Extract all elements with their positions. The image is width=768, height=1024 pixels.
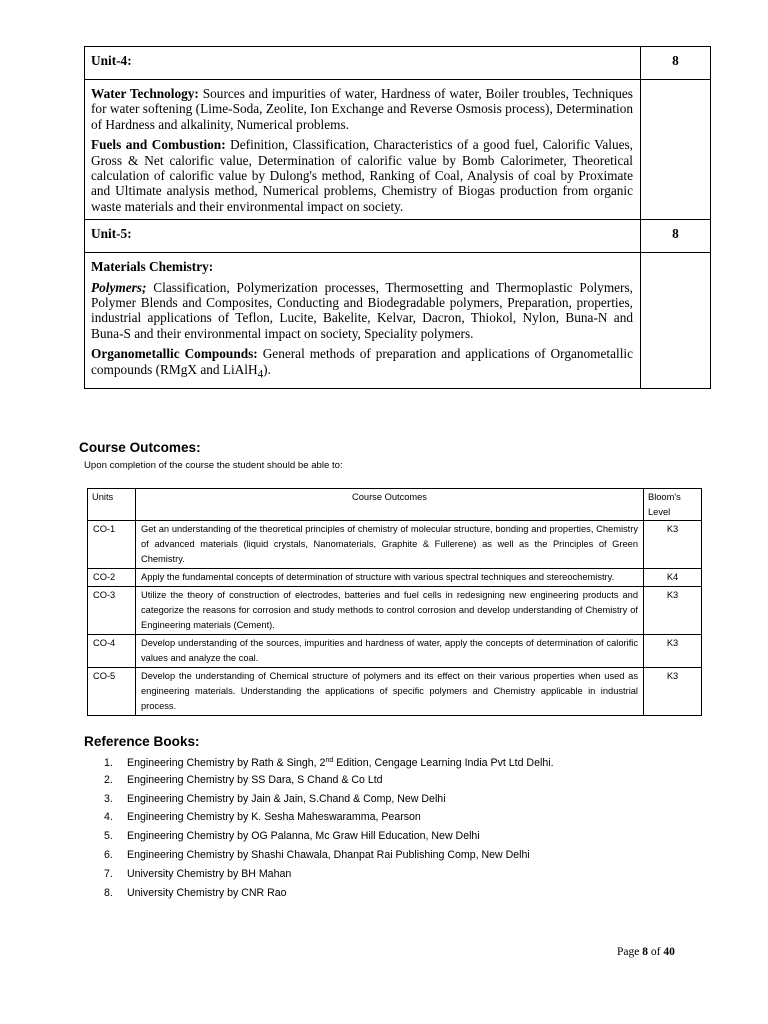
units-column-header: Units xyxy=(88,489,136,521)
footer-of-word: of xyxy=(650,946,661,958)
reference-book-item xyxy=(104,752,554,771)
reference-text: University Chemistry by BH Mahan xyxy=(127,867,292,880)
unit-4-content xyxy=(85,80,641,220)
course-outcome-row xyxy=(88,668,702,716)
syllabus-table xyxy=(84,46,711,389)
reference-text: University Chemistry by CNR Rao xyxy=(127,886,287,899)
unit-4-header-row xyxy=(85,47,711,80)
course-outcome-text: Develop understanding of the sources, impurities and hardness of water, apply the concepts of determination of calorific values and analyze the coal. xyxy=(136,635,644,668)
reference-book-item xyxy=(104,808,554,827)
reference-books-heading: Reference Books: xyxy=(84,734,200,749)
reference-text: Engineering Chemistry by Shashi Chawala, Dhanpat Rai Publishing Comp, New Delhi xyxy=(127,848,530,861)
reference-book-item xyxy=(104,771,554,790)
reference-text: Engineering Chemistry by SS Dara, S Chand & Co Ltd xyxy=(127,773,383,786)
reference-text: Engineering Chemistry by Rath & Singh, 2 xyxy=(127,757,326,769)
polymers-text: Classification, Polymerization processes, Thermosetting and Thermoplastic Polymers, Polymer Blends and Composites, Conducting and Biodegradable polymers, Preparation, properties, industrial applications of Teflon, Lucite, Bakelite, Kelvar, Dacron, Thiokol, Nylon, Buna-N and Buna-S and their environmental impact on society, Speciality polymers. xyxy=(91,279,633,341)
reference-book-item xyxy=(104,884,554,903)
reference-number: 4. xyxy=(104,811,113,824)
fuels-combustion-paragraph xyxy=(91,137,633,214)
organometallic-text: General methods of preparation and applications of Organometallic compounds (RMgX and LiAlH xyxy=(91,346,634,377)
organometallic-title: Organometallic Compounds: xyxy=(91,346,258,362)
course-outcome-text: Develop the understanding of Chemical structure of polymers and its effect on their various properties when used as engineering materials. Understanding the applications of specific polymers and Chemistry applicable in industrial process. xyxy=(136,668,644,716)
course-outcome-unit: CO-3 xyxy=(88,587,136,635)
water-technology-paragraph xyxy=(91,86,633,132)
reference-number: 2. xyxy=(104,773,113,786)
reference-books-list xyxy=(104,752,554,902)
reference-text: Engineering Chemistry by OG Palanna, Mc Graw Hill Education, New Delhi xyxy=(127,830,480,843)
unit-4-content-row xyxy=(85,80,711,220)
course-outcomes-heading: Course Outcomes: xyxy=(79,440,201,455)
reference-number: 6. xyxy=(104,848,113,861)
course-outcome-level: K4 xyxy=(644,569,702,587)
course-outcomes-column-header: Course Outcomes xyxy=(136,489,644,521)
reference-number: 8. xyxy=(104,886,113,899)
course-outcome-text: Get an understanding of the theoretical principles of chemistry of molecular structure, bonding and properties, Chemistry of advanced materials (liquid crystals, Nanomaterials, Graphite & Fullerene) as well as the Principles of Green Chemistry. xyxy=(136,521,644,569)
unit-5-hours: 8 xyxy=(641,220,711,253)
course-outcomes-table xyxy=(87,488,702,716)
footer-current-page: 8 xyxy=(642,946,648,958)
polymers-paragraph xyxy=(91,280,633,342)
course-outcome-level: K3 xyxy=(644,521,702,569)
course-outcome-row xyxy=(88,521,702,569)
unit-5-header-row xyxy=(85,220,711,253)
course-outcome-unit: CO-2 xyxy=(88,569,136,587)
reference-book-item xyxy=(104,827,554,846)
course-outcome-row xyxy=(88,587,702,635)
footer-total-pages: 40 xyxy=(663,946,675,958)
course-outcome-level: K3 xyxy=(644,635,702,668)
unit-4-hours: 8 xyxy=(641,47,711,80)
unit-5-hours-spacer xyxy=(641,253,711,389)
reference-book-item xyxy=(104,846,554,865)
course-outcome-text: Utilize the theory of construction of electrodes, batteries and fuel cells in redesigning new engineering products and categorize the reasons for corrosion and study methods to control corrosion and develop understanding of Chemistry of Engineering materials (Cement). xyxy=(136,587,644,635)
course-outcome-unit: CO-1 xyxy=(88,521,136,569)
unit-5-content xyxy=(85,253,641,389)
course-outcome-row xyxy=(88,569,702,587)
unit-5-label: Unit-5: xyxy=(85,220,641,253)
polymers-title: Polymers; xyxy=(91,279,147,295)
fuels-combustion-text: Definition, Classification, Characteristics of a good fuel, Calorific Values, Gross & Net calorific value, Determination of calorific value by Bomb Calorimeter, Theoretical calculation of calorific value by Dulong's method, Ranking of Coal, Analysis of coal by Proximate and Ultimate analysis method, Numerical problems, Chemistry of Biogas production from organic waste materials and their environmental impact on society. xyxy=(91,137,634,214)
course-outcome-text: Apply the fundamental concepts of determination of structure with various spectral techniques and stereochemistry. xyxy=(136,569,644,587)
materials-chemistry-title-paragraph xyxy=(91,259,633,274)
water-technology-text: Sources and impurities of water, Hardness of water, Boiler troubles, Techniques for water softening (Lime-Soda, Zeolite, Ion Exchange and Reverse Osmosis process), Determination of Hardness and alkalinity, Numerical problems. xyxy=(91,86,633,132)
reference-book-item xyxy=(104,865,554,884)
course-outcome-level: K3 xyxy=(644,587,702,635)
reference-number: 7. xyxy=(104,867,113,880)
fuels-combustion-title: Fuels and Combustion: xyxy=(91,137,226,153)
reference-number: 1. xyxy=(104,757,113,769)
footer-page-word: Page xyxy=(617,946,640,958)
course-outcome-row xyxy=(88,635,702,668)
organometallic-text-end: ). xyxy=(263,361,271,377)
unit-4-hours-spacer xyxy=(641,80,711,220)
reference-number: 3. xyxy=(104,792,113,805)
reference-superscript: nd xyxy=(325,757,334,764)
course-outcome-unit: CO-5 xyxy=(88,668,136,716)
water-technology-title: Water Technology: xyxy=(91,86,199,101)
reference-book-item xyxy=(104,790,554,809)
course-outcome-level: K3 xyxy=(644,668,702,716)
course-outcomes-header-row xyxy=(88,489,702,521)
course-outcome-unit: CO-4 xyxy=(88,635,136,668)
blooms-level-column-header: Bloom's Level xyxy=(644,489,702,521)
unit-4-label: Unit-4: xyxy=(85,47,641,80)
organometallic-subscript: 4 xyxy=(257,368,264,381)
page-number-footer xyxy=(617,946,675,958)
reference-number: 5. xyxy=(104,830,113,843)
materials-chemistry-title: Materials Chemistry: xyxy=(91,259,214,275)
course-outcomes-intro: Upon completion of the course the student should be able to: xyxy=(84,460,343,471)
reference-text-tail: Edition, Cengage Learning India Pvt Ltd Delhi. xyxy=(333,757,554,769)
organometallic-paragraph xyxy=(91,346,633,382)
unit-5-content-row xyxy=(85,253,711,389)
reference-text: Engineering Chemistry by Jain & Jain, S.Chand & Comp, New Delhi xyxy=(127,792,446,805)
reference-text: Engineering Chemistry by K. Sesha Maheswaramma, Pearson xyxy=(127,811,421,824)
